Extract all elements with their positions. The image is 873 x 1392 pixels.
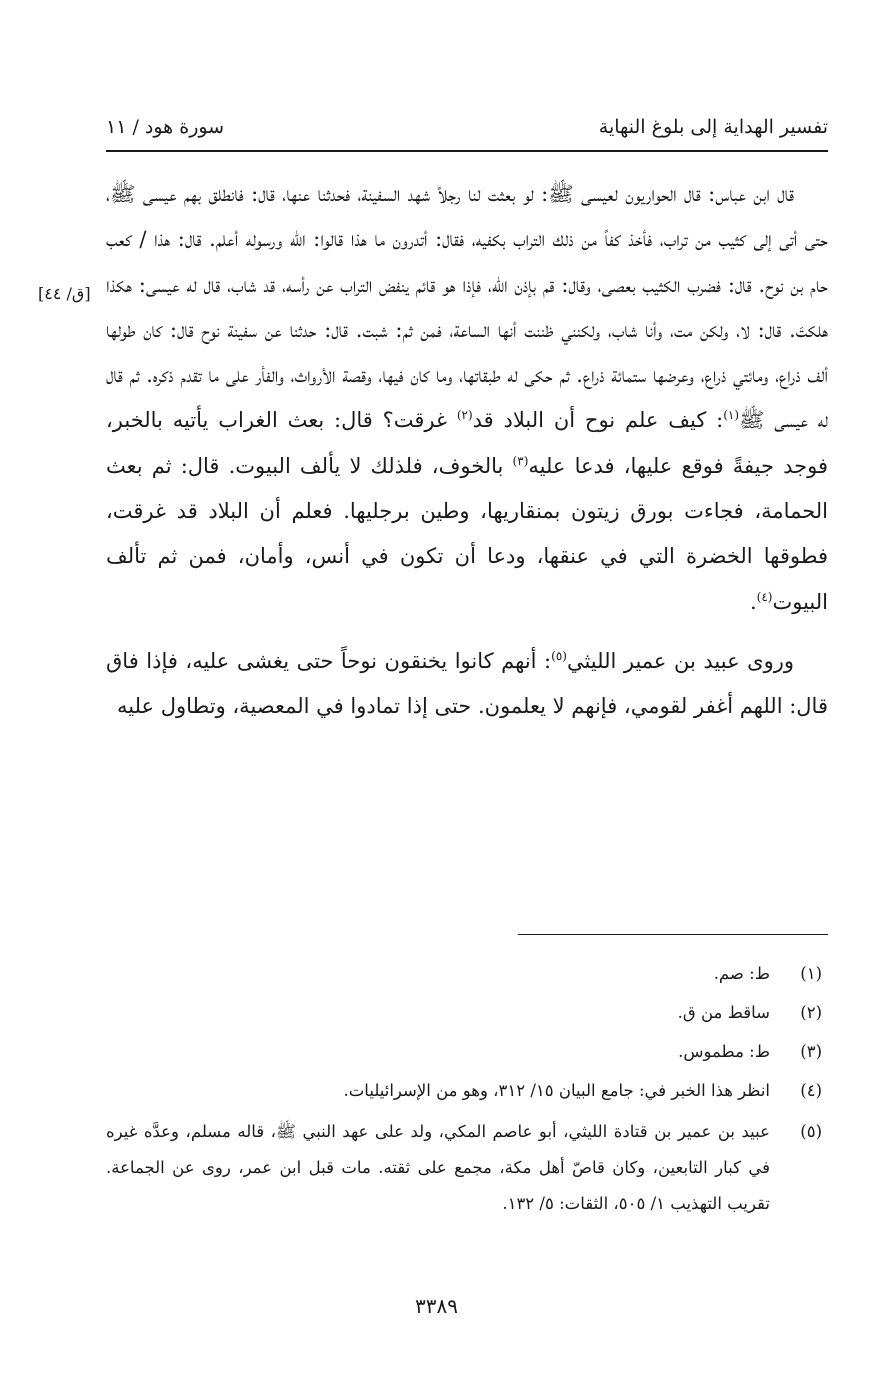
footnote-ref-3[interactable]: (٣) bbox=[512, 453, 529, 468]
footnote-item bbox=[106, 958, 822, 989]
header-divider bbox=[106, 150, 828, 152]
footnote-number: (٢) bbox=[800, 1003, 822, 1022]
book-title: تفسير الهداية إلى بلوغ النهاية bbox=[598, 116, 828, 138]
footnote-text: ساقط من ق. bbox=[677, 1003, 770, 1022]
footnote-number: (٥) bbox=[800, 1122, 822, 1141]
footnotes bbox=[106, 958, 822, 1230]
text-segment: : أنهم كانوا يخنقون نوحاً حتى يغشى عليه، فإذا فاق قال: اللهم أغفر لقومي، فإنهم لا يعلمون. حتى إذا تمادوا في المعصية، وتطاول عليه bbox=[106, 648, 828, 719]
text-segment: وروى عبيد بن عمير الليثي bbox=[566, 648, 794, 673]
running-header bbox=[106, 112, 828, 152]
text-segment: . bbox=[749, 589, 757, 614]
text-segment: قال ابن عباس: قال الحواريون لعيسى ﷺ: لو بعثت لنا رجلاً شهد السفينة، فحدثنا عنها، قال: فانطلق بهم عيسى ﷺ، حتى أتى إلى كثيب من تراب، فأخذ كفاً من ذلك التراب بكفيه، فقال: أتدرون ما هذا قالوا: الله ورسوله أعلم. قال: هذا / كعب حام بن نوح. قال: فضرب الكثيب بعصى، وقال: قم بإذن الله، فإذا هو قائم ينفض التراب عن رأسه، قد شاب، قال له عيسى: هكذا هلكتَ. قال: لا، ولكن مت، وأنا شاب، ولكنني ظننت أنها الساعة، فمن ثم: شبت. قال: حدثنا عن سفينة نوح قال: كان طولها ألف ذراع، ومائتي ذراع، وعرضها ستمائة ذراع. ثم حكى له طبقاتها، وما كان فيها، وقصة الأرواث، والفأر على ما تقدم ذكره. ثم قال له عيسى ﷺ bbox=[106, 182, 828, 433]
footnote-ref-2[interactable]: (٢) bbox=[456, 408, 473, 423]
footnote-item bbox=[106, 997, 822, 1028]
footnote-text: عبيد بن عمير بن قتادة الليثي، أبو عاصم المكي، ولد على عهد النبي ﷺ، قاله مسلم، وعدَّه غيره في كبار التابعين، وكان قاصّ أهل مكة، مجمع على ثقته. مات قبل ابن عمر، روى عن الجماعة. تقريب التهذيب ١/ ٥٠٥، الثقات: ٥/ ١٣٢. bbox=[106, 1122, 770, 1213]
footnote-ref-5[interactable]: (٥) bbox=[551, 648, 567, 663]
manuscript-folio-marker: [ق/ ٤٤] bbox=[38, 284, 91, 303]
footnote-text: ط: مطموس. bbox=[678, 1042, 770, 1061]
page-number: ٣٣٨٩ bbox=[415, 1294, 458, 1318]
footnote-item bbox=[106, 1036, 822, 1067]
footnote-text: انظر هذا الخبر في: جامع البيان ١٥/ ٣١٢، وهو من الإسرائيليات. bbox=[343, 1081, 770, 1100]
surah-label: سورة هود / ١١ bbox=[106, 116, 225, 138]
footnote-ref-4[interactable]: (٤) bbox=[756, 589, 773, 604]
footnote-ref-1[interactable]: (١) bbox=[723, 408, 740, 423]
footnote-text: ط: صم. bbox=[713, 964, 770, 983]
paragraph-ubayd bbox=[106, 639, 828, 730]
text-segment: بالخوف، فلذلك لا يألف البيوت. قال: ثم بعث الحمامة، فجاءت بورق زيتون بمنقاريها، وطين برجليها. فعلم أن البلاد قد غرقت، فطوقها الخضرة التي في عنقها، ودعا أن تكون في أنس، وأمان، فمن ثم تألف البيوت bbox=[106, 453, 828, 614]
footnote-item bbox=[106, 1114, 822, 1222]
footnote-number: (٤) bbox=[800, 1081, 822, 1100]
text-segment: : كيف علم نوح أن البلاد قد bbox=[472, 408, 724, 433]
paragraph-ibn-abbas bbox=[106, 172, 828, 625]
footnote-item bbox=[106, 1075, 822, 1106]
main-text bbox=[106, 172, 828, 730]
footnote-number: (١) bbox=[800, 964, 822, 983]
footnote-number: (٣) bbox=[800, 1042, 822, 1061]
footnote-divider bbox=[518, 934, 828, 935]
text-segment: غرقت؟ قال: بعث الغراب يأتيه بالخبر، فوجد جيفةً فوقع عليها، فدعا عليه bbox=[106, 408, 828, 478]
